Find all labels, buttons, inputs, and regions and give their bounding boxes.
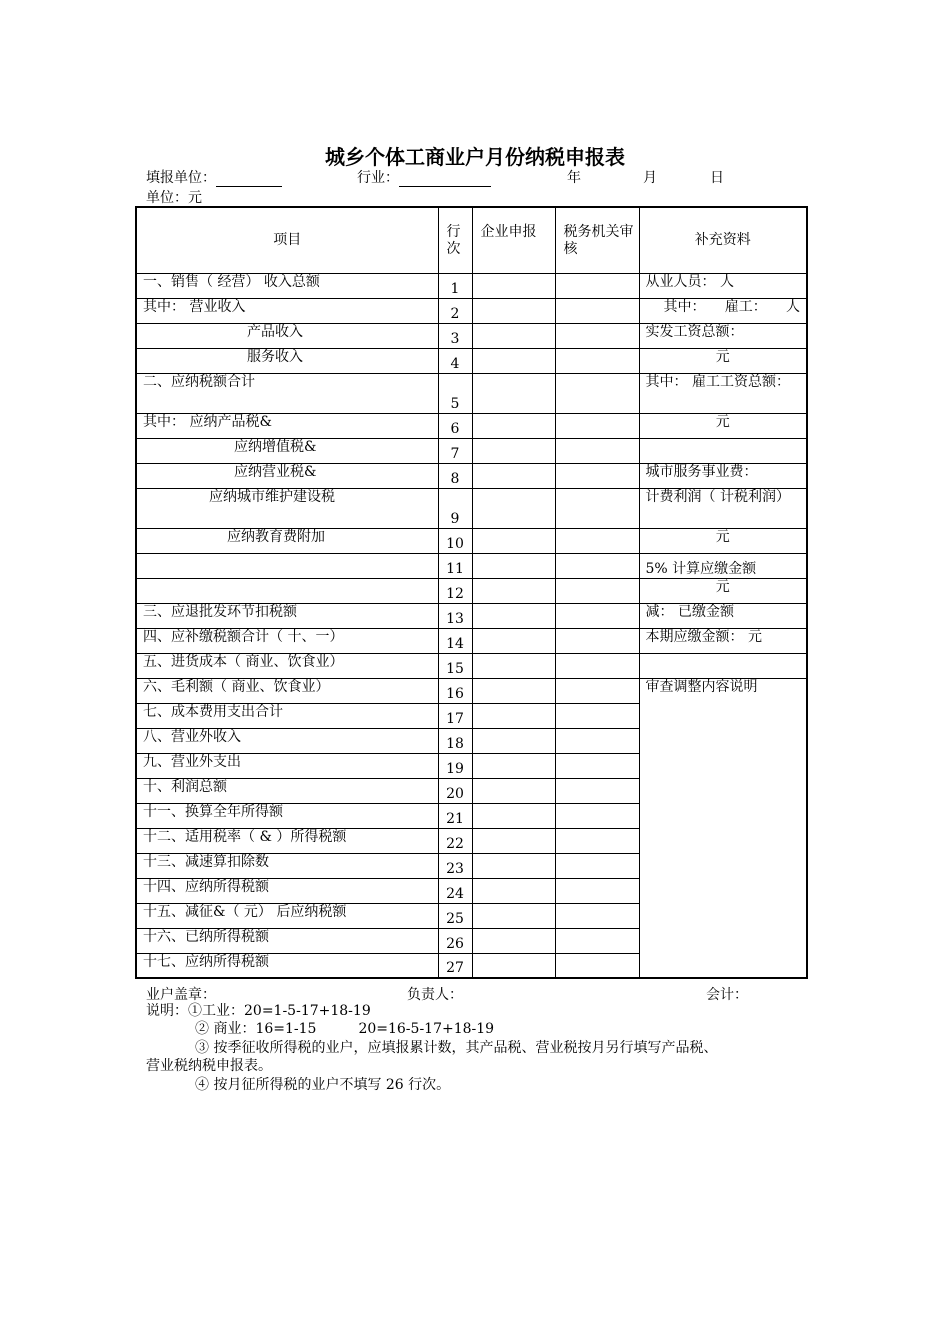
table-row bbox=[136, 298, 807, 323]
enterprise-cell[interactable] bbox=[472, 323, 555, 348]
table-row bbox=[136, 528, 807, 553]
unit-input-line[interactable] bbox=[216, 172, 282, 187]
row-num: 4 bbox=[438, 348, 472, 373]
row-item: 二、应纳税额合计 bbox=[136, 373, 438, 413]
row-item: 服务收入 bbox=[136, 348, 438, 373]
row-num: 11 bbox=[438, 553, 472, 578]
unit-label: 填报单位： bbox=[146, 170, 216, 186]
row-num: 21 bbox=[438, 803, 472, 828]
table-row bbox=[136, 628, 807, 653]
tax-office-cell[interactable] bbox=[555, 528, 639, 553]
month-label: 月 bbox=[643, 170, 657, 186]
extra-cell: 5% 计算应缴金额 bbox=[639, 553, 807, 578]
row-num: 20 bbox=[438, 778, 472, 803]
tax-office-cell[interactable] bbox=[555, 553, 639, 578]
enterprise-cell[interactable] bbox=[472, 488, 555, 528]
tax-office-cell[interactable] bbox=[555, 438, 639, 463]
row-item: 十二、适用税率（ & ）所得税额 bbox=[136, 828, 438, 853]
row-num: 3 bbox=[438, 323, 472, 348]
row-num: 6 bbox=[438, 413, 472, 438]
tax-office-cell[interactable] bbox=[555, 903, 639, 928]
row-num: 23 bbox=[438, 853, 472, 878]
table-row bbox=[136, 578, 807, 603]
extra-sub-a: 其中： bbox=[663, 298, 706, 315]
table-row bbox=[136, 488, 807, 528]
enterprise-cell[interactable] bbox=[472, 298, 555, 323]
enterprise-cell[interactable] bbox=[472, 413, 555, 438]
tax-office-cell[interactable] bbox=[555, 678, 639, 703]
tax-office-cell[interactable] bbox=[555, 728, 639, 753]
header-line: 行次 bbox=[438, 207, 472, 273]
enterprise-cell[interactable] bbox=[472, 273, 555, 298]
employee-breakdown bbox=[646, 299, 801, 316]
tax-office-cell[interactable] bbox=[555, 878, 639, 903]
extra-cell: 减： 已缴金额 bbox=[639, 603, 807, 628]
tax-office-cell[interactable] bbox=[555, 348, 639, 373]
enterprise-cell[interactable] bbox=[472, 903, 555, 928]
enterprise-cell[interactable] bbox=[472, 778, 555, 803]
tax-office-cell[interactable] bbox=[555, 928, 639, 953]
table-row bbox=[136, 653, 807, 678]
row-item: 应纳营业税& bbox=[136, 463, 438, 488]
currency-unit: 单位：元 bbox=[146, 190, 202, 206]
extra-cell: 从业人员： 人 bbox=[639, 273, 807, 298]
tax-office-cell[interactable] bbox=[555, 413, 639, 438]
day-label: 日 bbox=[710, 170, 724, 186]
extra-cell: 元 bbox=[639, 578, 807, 603]
row-item bbox=[136, 578, 438, 603]
table-row bbox=[136, 373, 807, 413]
tax-office-cell[interactable] bbox=[555, 298, 639, 323]
tax-office-cell[interactable] bbox=[555, 653, 639, 678]
enterprise-cell[interactable] bbox=[472, 438, 555, 463]
header-extra: 补充资料 bbox=[639, 207, 807, 273]
row-item: 其中： 应纳产品税& bbox=[136, 413, 438, 438]
extra-cell: 其中： 雇工工资总额： bbox=[639, 373, 807, 413]
review-notes-cell[interactable]: 审查调整内容说明 bbox=[639, 678, 807, 978]
row-num: 15 bbox=[438, 653, 472, 678]
enterprise-cell[interactable] bbox=[472, 878, 555, 903]
enterprise-cell[interactable] bbox=[472, 603, 555, 628]
extra-sub-b: 雇工： bbox=[724, 298, 767, 315]
row-item: 十七、应纳所得税额 bbox=[136, 953, 438, 978]
responsible-label: 负责人： bbox=[407, 987, 463, 1003]
row-num: 13 bbox=[438, 603, 472, 628]
row-item: 十三、减速算扣除数 bbox=[136, 853, 438, 878]
table-row bbox=[136, 323, 807, 348]
note-3: ③ 按季征收所得税的业户，应填报累计数，其产品税、营业税按月另行填写产品税、 bbox=[195, 1040, 718, 1056]
row-num: 22 bbox=[438, 828, 472, 853]
row-num: 17 bbox=[438, 703, 472, 728]
industry-field[interactable] bbox=[357, 167, 491, 187]
enterprise-cell[interactable] bbox=[472, 953, 555, 978]
row-item: 十一、换算全年所得额 bbox=[136, 803, 438, 828]
row-item: 七、成本费用支出合计 bbox=[136, 703, 438, 728]
tax-office-cell[interactable] bbox=[555, 753, 639, 778]
extra-cell bbox=[639, 298, 807, 323]
row-item: 三、应退批发环节扣税额 bbox=[136, 603, 438, 628]
note-2: ② 商业：16=1-15 20=16-5-17+18-19 bbox=[195, 1021, 495, 1037]
row-num: 14 bbox=[438, 628, 472, 653]
tax-office-cell[interactable] bbox=[555, 628, 639, 653]
row-item: 应纳教育费附加 bbox=[136, 528, 438, 553]
enterprise-cell[interactable] bbox=[472, 463, 555, 488]
row-num: 2 bbox=[438, 298, 472, 323]
table-row bbox=[136, 438, 807, 463]
tax-office-cell[interactable] bbox=[555, 273, 639, 298]
extra-cell: 计费利润（ 计税利润） bbox=[639, 488, 807, 528]
industry-label: 行业： bbox=[357, 170, 399, 186]
row-item: 产品收入 bbox=[136, 323, 438, 348]
extra-cell: 本期应缴金额： 元 bbox=[639, 628, 807, 653]
row-num: 5 bbox=[438, 373, 472, 413]
row-item: 十六、已纳所得税额 bbox=[136, 928, 438, 953]
extra-cell: 城市服务事业费： bbox=[639, 463, 807, 488]
row-item: 十五、减征&（ 元） 后应纳税额 bbox=[136, 903, 438, 928]
row-num: 18 bbox=[438, 728, 472, 753]
table-header-row bbox=[136, 207, 807, 273]
enterprise-cell[interactable] bbox=[472, 853, 555, 878]
year-label: 年 bbox=[567, 170, 581, 186]
row-num: 10 bbox=[438, 528, 472, 553]
tax-office-cell[interactable] bbox=[555, 853, 639, 878]
row-item: 十、利润总额 bbox=[136, 778, 438, 803]
enterprise-cell[interactable] bbox=[472, 678, 555, 703]
row-num: 8 bbox=[438, 463, 472, 488]
enterprise-cell[interactable] bbox=[472, 753, 555, 778]
table-row bbox=[136, 413, 807, 438]
row-item: 十四、应纳所得税额 bbox=[136, 878, 438, 903]
tax-office-cell[interactable] bbox=[555, 323, 639, 348]
table-row bbox=[136, 603, 807, 628]
row-num: 1 bbox=[438, 273, 472, 298]
row-item: 一、销售（ 经营） 收入总额 bbox=[136, 273, 438, 298]
extra-cell: 实发工资总额： bbox=[639, 323, 807, 348]
tax-office-cell[interactable] bbox=[555, 373, 639, 413]
note-4: ④ 按月征所得税的业户不填写 26 行次。 bbox=[195, 1077, 451, 1093]
table-row bbox=[136, 553, 807, 578]
table-row bbox=[136, 678, 807, 703]
row-item: 应纳城市维护建设税 bbox=[136, 488, 438, 528]
enterprise-cell[interactable] bbox=[472, 803, 555, 828]
enterprise-cell[interactable] bbox=[472, 348, 555, 373]
row-num: 27 bbox=[438, 953, 472, 978]
row-item bbox=[136, 553, 438, 578]
tax-office-cell[interactable] bbox=[555, 703, 639, 728]
row-item: 五、进货成本（ 商业、饮食业） bbox=[136, 653, 438, 678]
enterprise-cell[interactable] bbox=[472, 553, 555, 578]
enterprise-cell[interactable] bbox=[472, 703, 555, 728]
enterprise-cell[interactable] bbox=[472, 528, 555, 553]
row-num: 7 bbox=[438, 438, 472, 463]
extra-cell: 元 bbox=[639, 528, 807, 553]
row-item: 四、应补缴税额合计（ 十、一） bbox=[136, 628, 438, 653]
industry-input-line[interactable] bbox=[399, 172, 491, 187]
enterprise-cell[interactable] bbox=[472, 373, 555, 413]
enterprise-cell[interactable] bbox=[472, 653, 555, 678]
header-tax-office: 税务机关审核 bbox=[555, 207, 639, 273]
tax-office-cell[interactable] bbox=[555, 603, 639, 628]
enterprise-cell[interactable] bbox=[472, 928, 555, 953]
tax-office-cell[interactable] bbox=[555, 953, 639, 978]
row-num: 12 bbox=[438, 578, 472, 603]
row-item: 六、毛利额（ 商业、饮食业） bbox=[136, 678, 438, 703]
tax-office-cell[interactable] bbox=[555, 488, 639, 528]
extra-cell bbox=[639, 438, 807, 463]
tax-office-cell[interactable] bbox=[555, 803, 639, 828]
tax-office-cell[interactable] bbox=[555, 778, 639, 803]
header-enterprise: 企业申报 bbox=[472, 207, 555, 273]
tax-office-cell[interactable] bbox=[555, 578, 639, 603]
tax-office-cell[interactable] bbox=[555, 463, 639, 488]
enterprise-cell[interactable] bbox=[472, 828, 555, 853]
row-item: 九、营业外支出 bbox=[136, 753, 438, 778]
enterprise-cell[interactable] bbox=[472, 578, 555, 603]
accountant-label: 会计： bbox=[706, 987, 748, 1003]
header-item: 项目 bbox=[136, 207, 438, 273]
table-row bbox=[136, 348, 807, 373]
row-item: 其中： 营业收入 bbox=[136, 298, 438, 323]
extra-cell bbox=[639, 653, 807, 678]
note-1: 说明：①工业：20=1-5-17+18-19 bbox=[146, 1003, 371, 1019]
row-num: 26 bbox=[438, 928, 472, 953]
table-row bbox=[136, 273, 807, 298]
enterprise-cell[interactable] bbox=[472, 728, 555, 753]
row-num: 16 bbox=[438, 678, 472, 703]
table-row bbox=[136, 463, 807, 488]
tax-office-cell[interactable] bbox=[555, 828, 639, 853]
row-num: 24 bbox=[438, 878, 472, 903]
extra-cell: 元 bbox=[639, 413, 807, 438]
seal-label: 业户盖章： bbox=[146, 987, 216, 1003]
tax-declaration-table bbox=[135, 206, 808, 979]
row-num: 25 bbox=[438, 903, 472, 928]
row-item: 应纳增值税& bbox=[136, 438, 438, 463]
row-num: 9 bbox=[438, 488, 472, 528]
enterprise-cell[interactable] bbox=[472, 628, 555, 653]
page-title: 城乡个体工商业户月份纳税申报表 bbox=[325, 145, 625, 169]
extra-cell: 元 bbox=[639, 348, 807, 373]
row-num: 19 bbox=[438, 753, 472, 778]
unit-field[interactable] bbox=[146, 167, 282, 187]
row-item: 八、营业外收入 bbox=[136, 728, 438, 753]
extra-sub-c: 人 bbox=[786, 298, 800, 315]
note-3-cont: 营业税纳税申报表。 bbox=[146, 1058, 272, 1074]
